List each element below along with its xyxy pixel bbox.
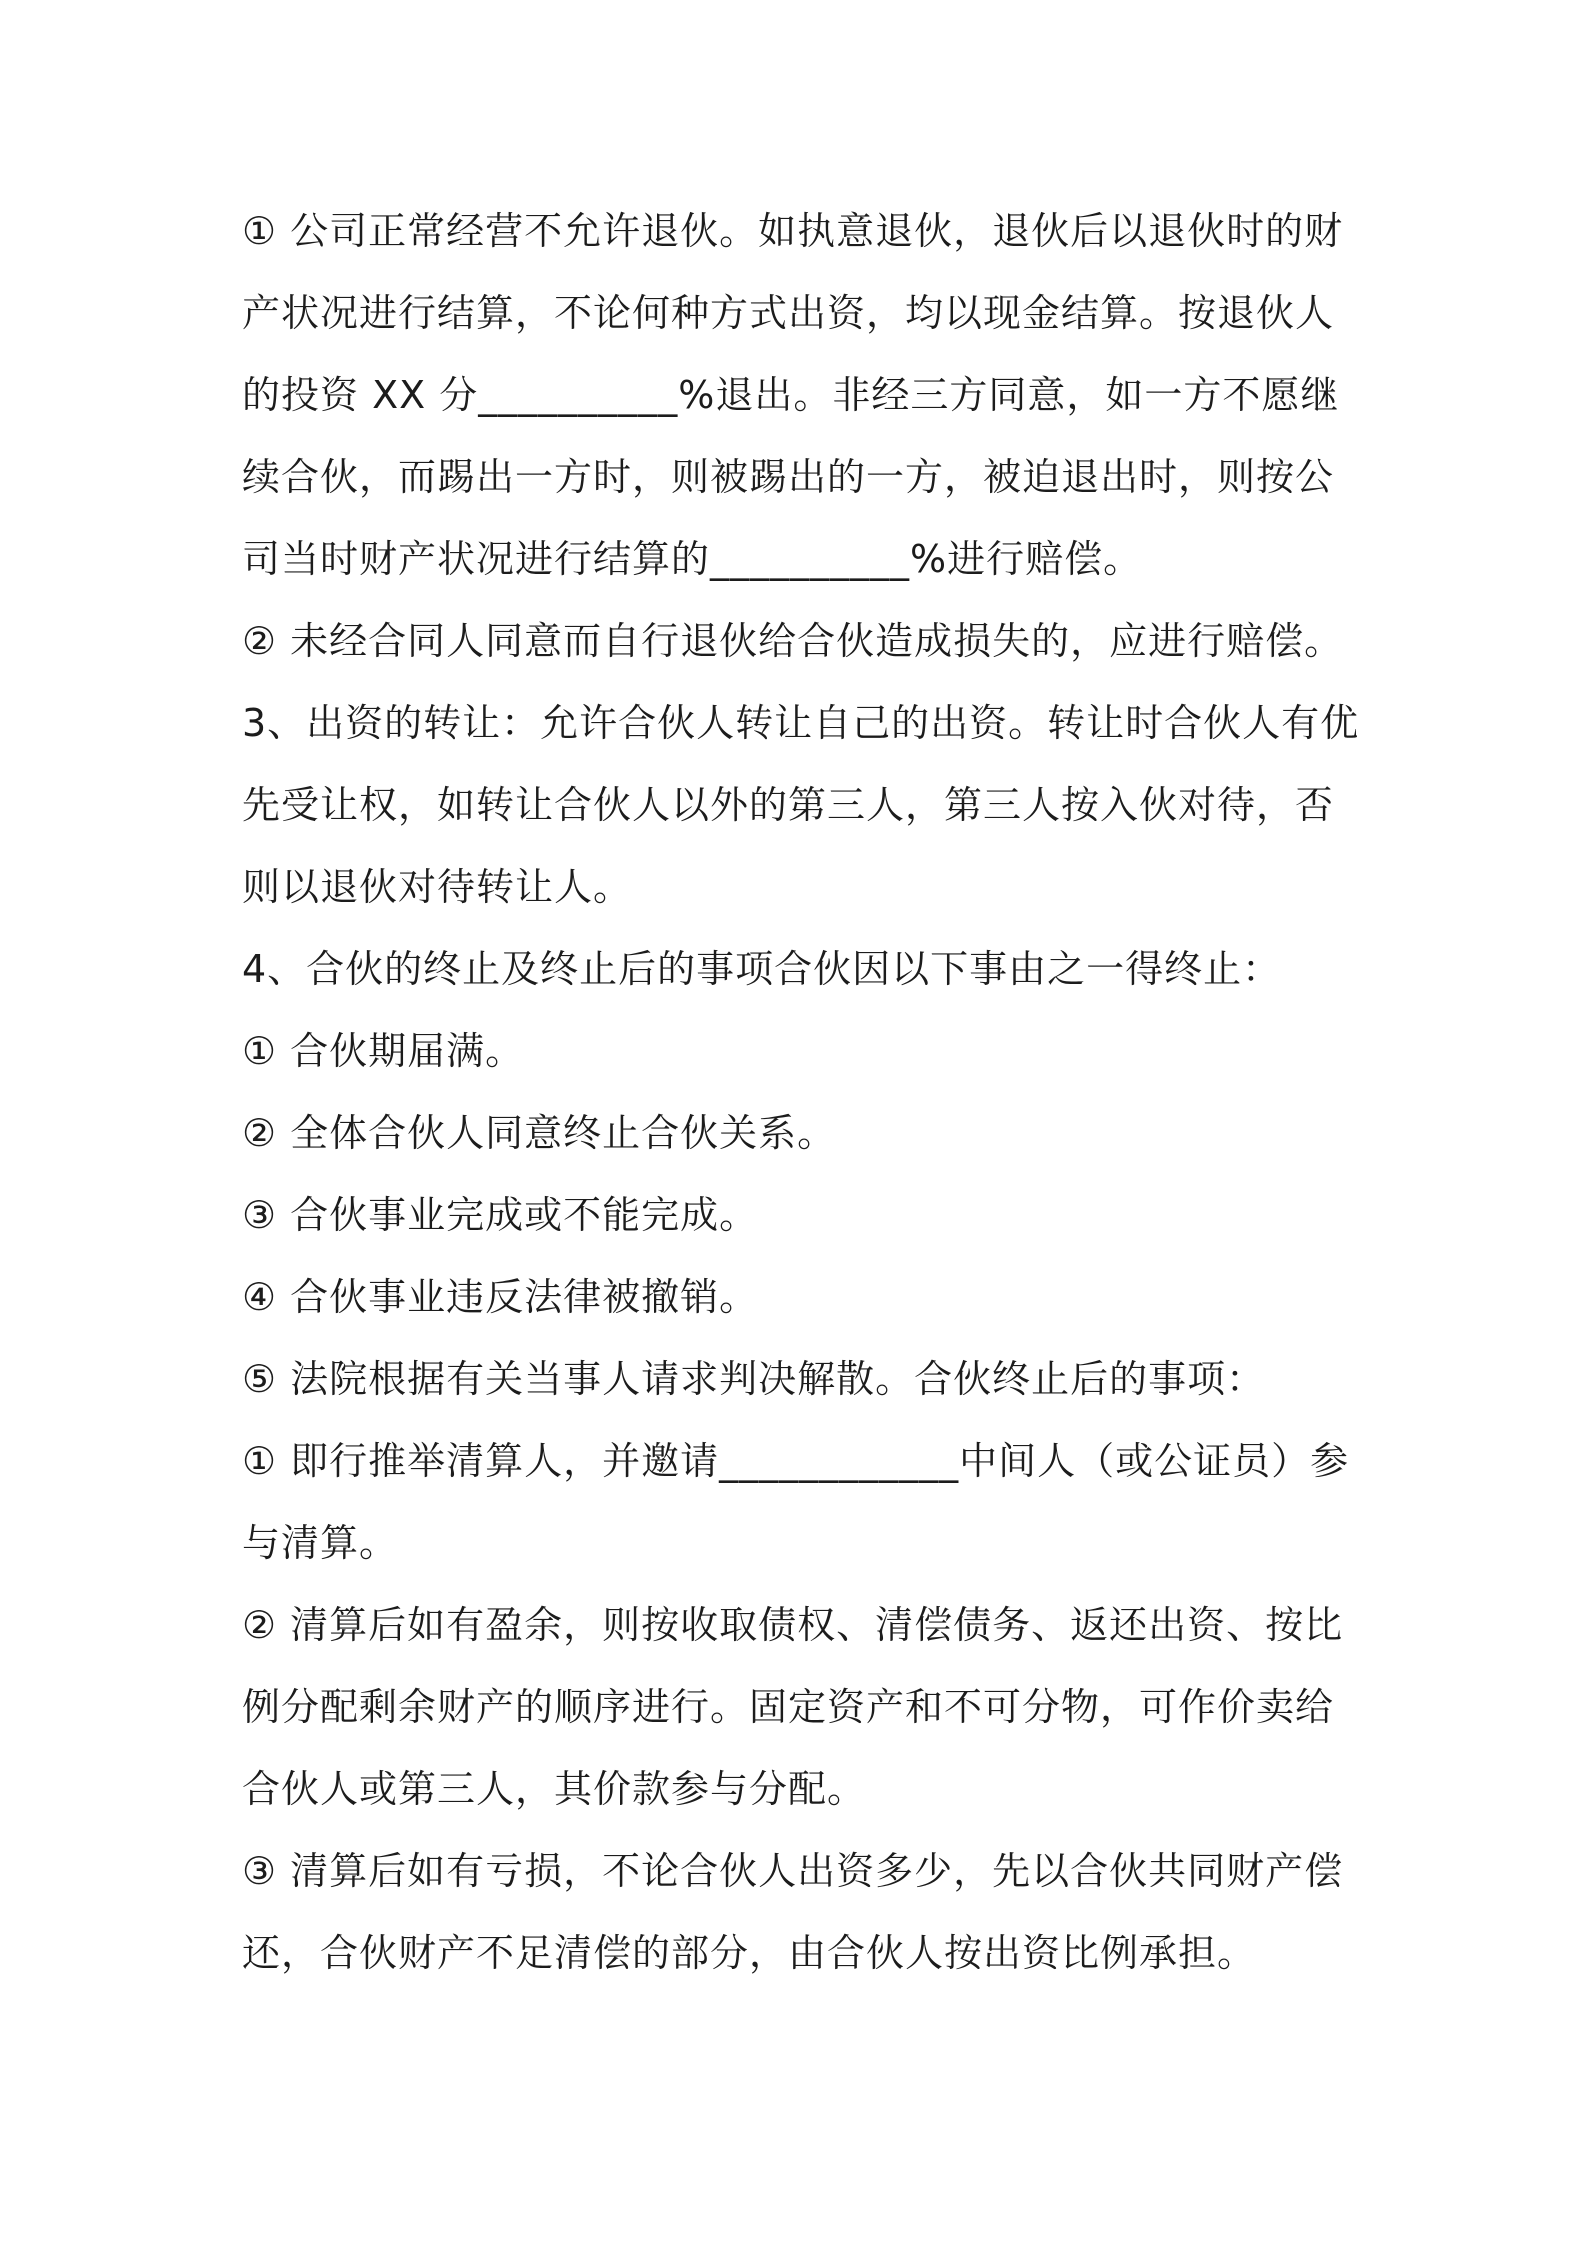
paragraph-termination-heading: 4、合伙的终止及终止后的事项合伙因以下事由之一得终止： [242,947,1282,991]
list-item-loss-coverage: ③ 清算后如有亏损，不论合伙人出资多少，先以合伙共同财产偿还，合伙财产不足清偿的部分，由合伙人按出资比例承担。 [242,1849,1344,1975]
paragraph-capital-transfer: 3、出资的转让：允许合伙人转让自己的出资。转让时合伙人有优先受让权，如转让合伙人以外的第三人，第三人按入伙对待，否则以退伙对待转让人。 [242,701,1360,909]
document-page [242,190,1367,1994]
list-item-court-dissolution: ⑤ 法院根据有关当事人请求判决解散。合伙终止后的事项： [242,1357,1266,1401]
paragraph-withdrawal-settlement: ① 公司正常经营不允许退伙。如执意退伙，退伙后以退伙时的财产状况进行结算，不论何种方式出资，均以现金结算。按退伙人的投资 XX 分__________%退出。非经三方同意，如一方不愿继续合伙，而踢出一方时，则被踢出的一方，被迫退出时，则按公司当时财产状况进行结算的__________%进行赔偿。 [242,209,1344,581]
list-item-liquidator: ① 即行推举清算人，并邀请____________中间人（或公证员）参与清算。 [242,1439,1350,1565]
paragraph-unauthorized-withdrawal: ② 未经合同人同意而自行退伙给合伙造成损失的，应进行赔偿。 [242,619,1344,663]
list-item-business-complete: ③ 合伙事业完成或不能完成。 [242,1193,759,1237]
list-item-revoked: ④ 合伙事业违反法律被撤销。 [242,1275,759,1319]
list-item-surplus-distribution: ② 清算后如有盈余，则按收取债权、清偿债务、返还出资、按比例分配剩余财产的顺序进行。固定资产和不可分物，可作价卖给合伙人或第三人，其价款参与分配。 [242,1603,1344,1811]
list-item-all-agree: ② 全体合伙人同意终止合伙关系。 [242,1111,837,1155]
list-item-term-expired: ① 合伙期届满。 [242,1029,525,1073]
